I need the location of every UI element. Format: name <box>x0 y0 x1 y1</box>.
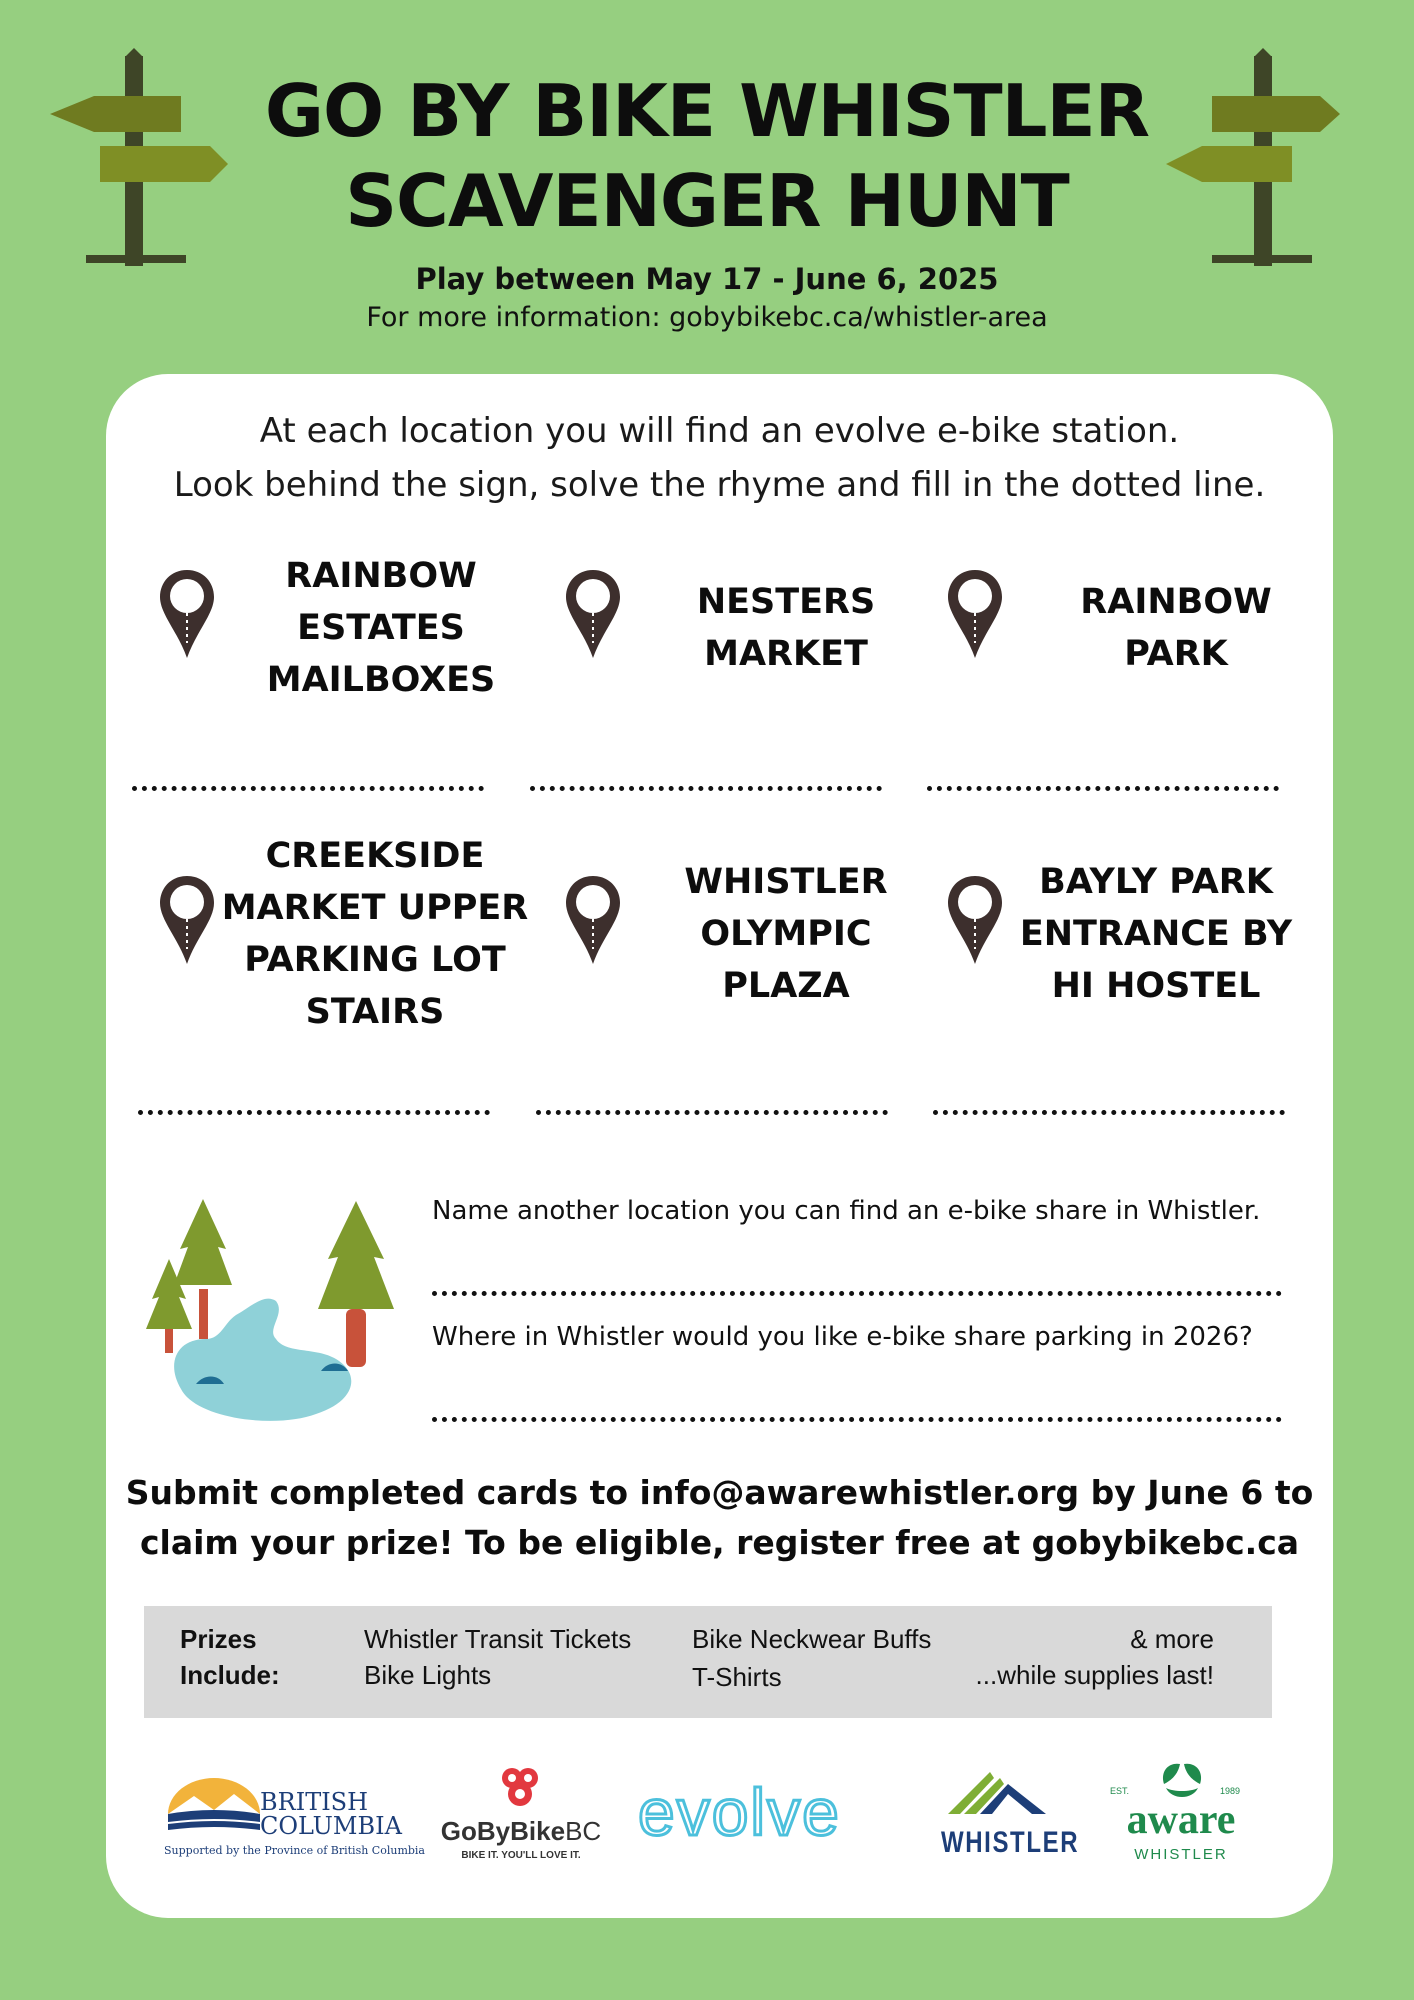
submit-line: claim your prize! To be eligible, register free at gobybikebc.ca <box>139 1523 1300 1562</box>
location-name-line: OLYMPIC <box>700 914 872 954</box>
page-title <box>0 66 1414 246</box>
british-columbia-logo <box>164 1774 425 1864</box>
more-info-link: For more information: gobybikebc.ca/whistler-area <box>366 302 1048 333</box>
bc-wordmark-line: COLUMBIA <box>260 1812 402 1840</box>
location-name <box>214 830 536 1038</box>
gobybike-wordmark-light: BC <box>565 1816 602 1846</box>
page-header <box>0 66 1414 333</box>
whistler-wordmark: WHISTLER <box>941 1826 1080 1859</box>
prize-more: & more <box>1130 1624 1214 1654</box>
evolve-logo <box>638 1774 898 1854</box>
location-pin-icon <box>946 568 1004 660</box>
location-name-line: NESTERS <box>696 582 876 622</box>
gobybikebc-logo <box>436 1766 606 1866</box>
gobybike-tagline: BIKE IT. YOU'LL LOVE IT. <box>461 1850 581 1861</box>
location-name <box>1036 576 1316 680</box>
location-name <box>636 576 936 680</box>
gobybike-wordmark <box>436 1816 606 1847</box>
answer-line[interactable] <box>432 1291 1282 1296</box>
location-name-line: MAILBOXES <box>266 660 496 700</box>
location-name-line: ESTATES <box>297 608 465 648</box>
prize-item: T-Shirts <box>692 1662 782 1692</box>
answer-line[interactable] <box>530 786 882 791</box>
aware-whistler-logo <box>1106 1758 1256 1868</box>
trees-and-lake-illustration <box>136 1189 426 1429</box>
location-name-line: HI HOSTEL <box>1051 966 1261 1006</box>
bike-chain-icon <box>498 1766 542 1810</box>
question-text: Name another location you can find an e-bike share in Whistler. <box>432 1196 1261 1226</box>
bc-wordmark <box>260 1790 402 1838</box>
location-name-line: PARK <box>1124 634 1228 674</box>
location-name-line: MARKET <box>704 634 868 674</box>
submit-instructions <box>106 1468 1333 1568</box>
bc-tagline: Supported by the Province of British Columbia <box>164 1844 425 1857</box>
prizes-label: Prizes <box>180 1624 257 1654</box>
location-pin-icon <box>564 568 622 660</box>
location-name <box>236 550 526 706</box>
location-name-line: ENTRANCE BY <box>1019 914 1293 954</box>
location-name-line: PLAZA <box>722 966 850 1006</box>
prize-item: Bike Lights <box>364 1660 492 1690</box>
title-line: GO BY BIKE WHISTLER <box>264 69 1150 153</box>
answer-line[interactable] <box>927 786 1279 791</box>
location-name <box>636 856 936 1012</box>
location-pin-icon <box>564 874 622 966</box>
submit-line: Submit completed cards to info@awarewhistler.org by June 6 to <box>125 1473 1314 1512</box>
answer-line[interactable] <box>132 786 484 791</box>
aware-year-label: 1989 <box>1220 1786 1241 1796</box>
aware-est-label: EST. <box>1110 1786 1130 1796</box>
location-name-line: RAINBOW <box>285 556 477 596</box>
location-name-line: PARKING LOT <box>244 940 506 980</box>
location-name-line: BAYLY PARK <box>1039 862 1273 902</box>
location-pin-icon <box>158 874 216 966</box>
location-name-line: CREEKSIDE <box>265 836 485 876</box>
location-name-line: STAIRS <box>305 992 445 1032</box>
prize-supplies-note: ...while supplies last! <box>975 1660 1214 1690</box>
whistler-mountain-icon <box>946 1768 1050 1818</box>
question-text: Where in Whistler would you like e-bike share parking in 2026? <box>432 1322 1253 1352</box>
prize-item: Whistler Transit Tickets <box>364 1624 632 1654</box>
answer-line[interactable] <box>432 1417 1282 1422</box>
hunt-card <box>106 374 1333 1918</box>
intro-text <box>106 404 1333 512</box>
location-name-line: WHISTLER <box>684 862 888 902</box>
location-name-line: RAINBOW <box>1080 582 1272 622</box>
aware-wordmark: aware <box>1126 1797 1236 1843</box>
location-name <box>1006 856 1306 1012</box>
answer-line[interactable] <box>933 1110 1285 1115</box>
location-name-line: MARKET UPPER <box>221 888 529 928</box>
prizes-label: Include: <box>180 1660 280 1690</box>
answer-line[interactable] <box>536 1110 888 1115</box>
location-pin-icon <box>158 568 216 660</box>
gobybike-wordmark-bold: GoByBike <box>440 1816 566 1846</box>
whistler-logo <box>926 1768 1080 1864</box>
bc-wordmark-line: BRITISH <box>260 1788 369 1816</box>
play-dates: Play between May 17 - June 6, 2025 <box>415 262 999 296</box>
sunrise-mountain-icon <box>164 1776 264 1832</box>
intro-line: At each location you will find an evolve e-bike station. <box>259 411 1180 451</box>
title-line: SCAVENGER HUNT <box>345 159 1069 243</box>
location-pin-icon <box>946 874 1004 966</box>
evolve-wordmark: evolve <box>638 1775 841 1849</box>
prize-item: Bike Neckwear Buffs <box>692 1624 932 1654</box>
aware-sub-wordmark: WHISTLER <box>1134 1846 1228 1863</box>
answer-line[interactable] <box>138 1110 490 1115</box>
intro-line: Look behind the sign, solve the rhyme and fill in the dotted line. <box>173 465 1266 505</box>
prizes-box <box>144 1606 1272 1718</box>
